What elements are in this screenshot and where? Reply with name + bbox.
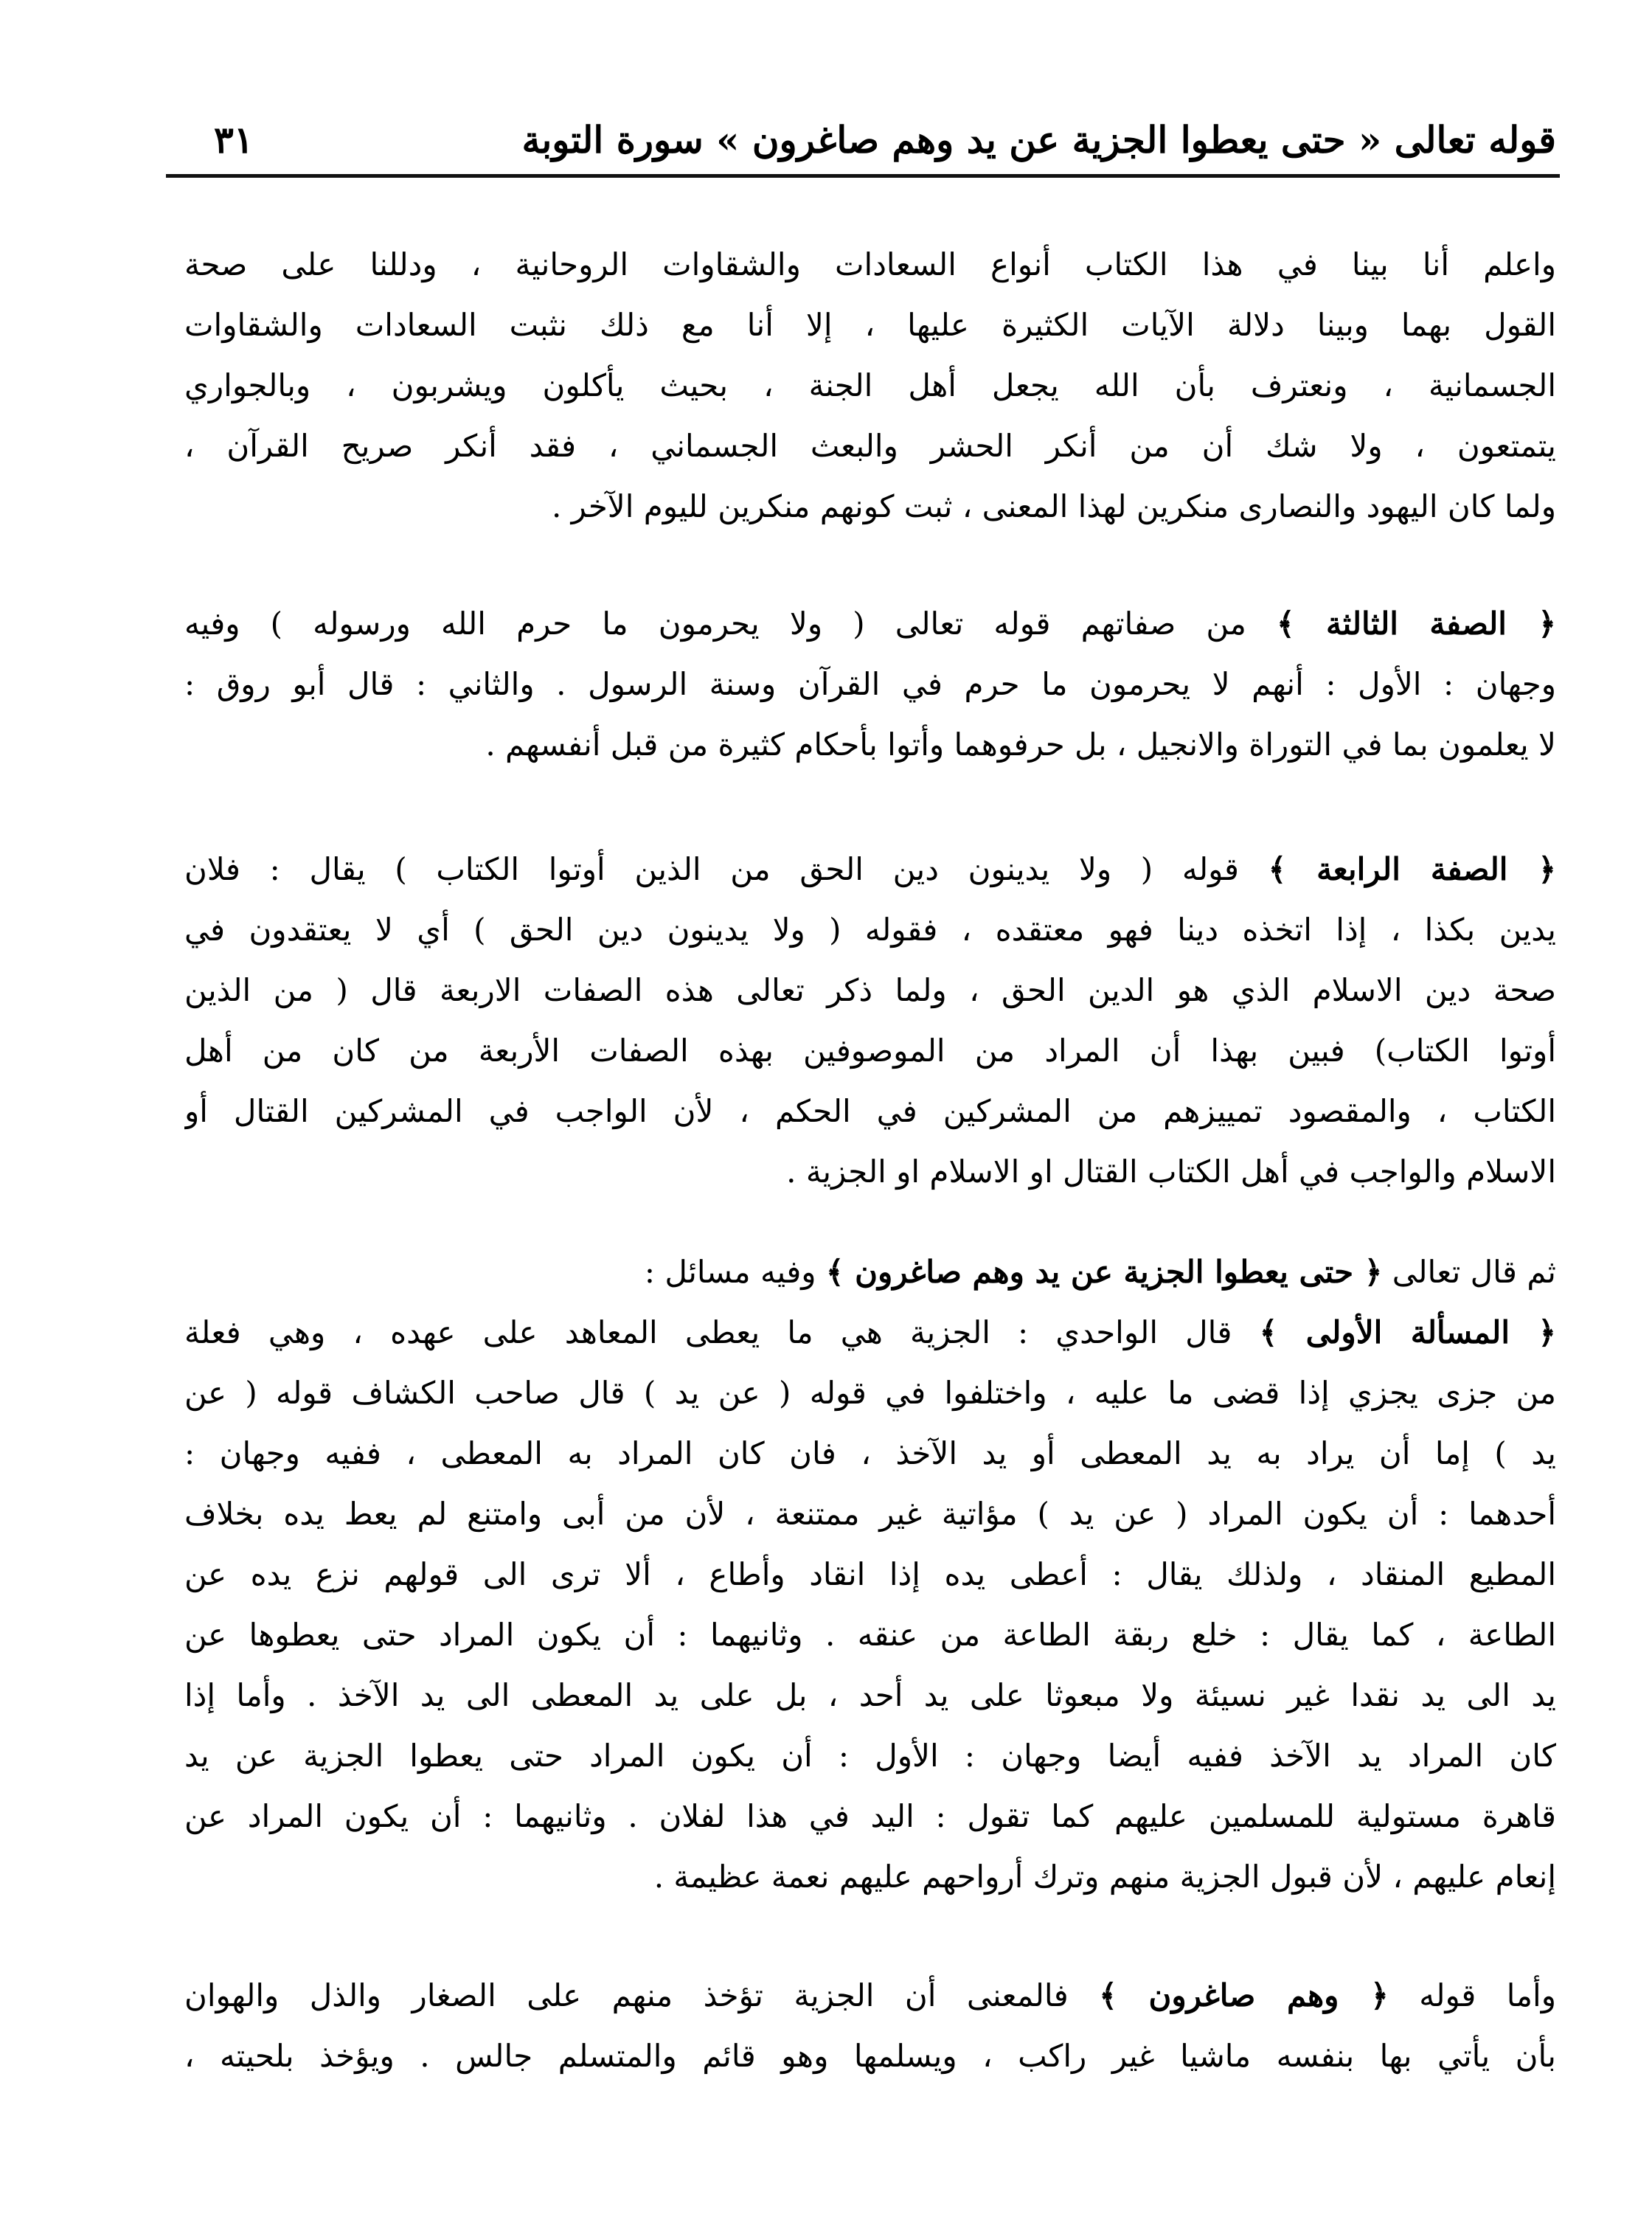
text-line: لا يعلمون بما في التوراة والانجيل ، بل حرفوهما وأتوا بأحكام كثيرة من قبل أنفسهم . — [485, 726, 1556, 763]
text-line: ولما كان اليهود والنصارى منكرين لهذا المعنى ، ثبت كونهم منكرين لليوم الآخر . — [551, 488, 1556, 524]
text-line — [184, 594, 1556, 654]
text-line — [184, 1966, 1556, 2026]
text-line: بأن يأتي بها بنفسه ماشيا غير راكب ، ويسلمها وهو قائم والمتسلم جالس . ويؤخذ بلحيته ، — [184, 2038, 1556, 2074]
text-span: من صفاتهم قوله تعالى ( ولا يحرمون ما حرم الله ورسوله ) وفيه — [184, 606, 1277, 642]
text-line: يد ) إما أن يراد به يد المعطى أو يد الآخذ ، فان كان المراد به المعطى ، ففيه وجهان : — [184, 1435, 1556, 1471]
page-number: ٣١ — [214, 118, 254, 162]
paragraph-first-question — [184, 1242, 1556, 1907]
text-line: قاهرة مستولية للمسلمين عليهم كما تقول : اليد في هذا لفلان . وثانيهما : أن يكون المراد عن — [184, 1798, 1556, 1834]
text-line: الاسلام والواجب في أهل الكتاب القتال او الاسلام او الجزية . — [786, 1153, 1556, 1190]
text-line: أحدهما : أن يكون المراد ( عن يد ) مؤاتية غير ممتنعة ، لأن من أبى وامتنع لم يعط يده بخلاف — [184, 1496, 1556, 1532]
text-line: يتمتعون ، ولا شك أن من أنكر الحشر والبعث الجسماني ، فقد أنكر صريح القرآن ، — [184, 428, 1556, 464]
text-span: وفيه مسائل : — [644, 1254, 826, 1290]
running-header — [184, 111, 1556, 170]
text-line: كان المراد يد الآخذ ففيه أيضا وجهان : الأول : أن يكون المراد حتى يعطوا الجزية عن يد — [184, 1738, 1556, 1774]
paragraph-fourth-attribute — [184, 839, 1556, 1202]
section-heading-first-question: ﴿ المسألة الأولى ﴾ — [1259, 1314, 1556, 1350]
paragraph-humiliation — [184, 1966, 1556, 2086]
text-line: يدين بكذا ، إذا اتخذه دينا فهو معتقده ، فقوله ( ولا يدينون دين الحق ) أي لا يعتقدون في — [184, 912, 1556, 948]
paragraph-1 — [184, 235, 1556, 537]
text-line: أوتوا الكتاب) فبين بهذا أن المراد من الموصوفين بهذه الصفات الأربعة من كان من أهل — [184, 1033, 1556, 1069]
text-line: المطيع المنقاد ، ولذلك يقال : أعطى يده إذا انقاد وأطاع ، ألا ترى الى قولهم نزع يده عن — [184, 1556, 1556, 1592]
text-span: فالمعنى أن الجزية تؤخذ منهم على الصغار والذل والهوان — [184, 1977, 1100, 2013]
paragraph-third-attribute — [184, 594, 1556, 775]
header-divider — [166, 174, 1560, 178]
text-line: الطاعة ، كما يقال : خلع ربقة الطاعة من عنقه . وثانيهما : أن يكون المراد حتى يعطوها عن — [184, 1617, 1556, 1653]
text-line: من جزى يجزي إذا قضى ما عليه ، واختلفوا في قوله ( عن يد ) قال صاحب الكشاف قوله ( عن — [184, 1375, 1556, 1411]
text-line: يد الى يد نقدا غير نسيئة ولا مبعوثا على يد أحد ، بل على يد المعطى الى يد الآخذ . وأما إذا — [184, 1677, 1556, 1713]
section-heading-fourth-attribute: ﴿ الصفة الرابعة ﴾ — [1268, 851, 1556, 887]
running-header-title: قوله تعالى « حتى يعطوا الجزية عن يد وهم صاغرون » سورة التوبة — [521, 118, 1556, 162]
text-line: وجهان : الأول : أنهم لا يحرمون ما حرم في القرآن وسنة الرسول . والثاني : قال أبو روق : — [184, 666, 1556, 702]
text-line: إنعام عليهم ، لأن قبول الجزية منهم وترك أرواحهم عليهم نعمة عظيمة . — [653, 1859, 1556, 1895]
text-line: واعلم أنا بينا في هذا الكتاب أنواع السعادات والشقاوات الروحانية ، ودللنا على صحة — [184, 246, 1556, 282]
text-line: الكتاب ، والمقصود تمييزهم من المشركين في الحكم ، لأن الواجب في المشركين القتال أو — [184, 1093, 1556, 1129]
text-span: قال الواحدي : الجزية هي ما يعطى المعاهد على عهده ، وهي فعلة — [184, 1314, 1260, 1350]
section-heading-third-attribute: ﴿ الصفة الثالثة ﴾ — [1277, 606, 1556, 642]
text-line — [184, 1242, 1556, 1302]
text-line — [184, 1302, 1556, 1363]
text-line: الجسمانية ، ونعترف بأن الله يجعل أهل الجنة ، بحيث يأكلون ويشربون ، وبالجواري — [184, 367, 1556, 403]
text-span: ثم قال تعالى — [1382, 1254, 1556, 1290]
text-line: صحة دين الاسلام الذي هو الدين الحق ، ولما ذكر تعالى هذه الصفات الاربعة قال ( من الذين — [184, 972, 1556, 1008]
verse-quote: ﴿ وهم صاغرون ﴾ — [1099, 1977, 1389, 2013]
text-span: وأما قوله — [1388, 1977, 1556, 2013]
text-line: القول بهما وبينا دلالة الآيات الكثيرة عليها ، إلا أنا مع ذلك نثبت السعادات والشقاوات — [184, 307, 1556, 343]
text-span: قوله ( ولا يدينون دين الحق من الذين أوتوا الكتاب ) يقال : فلان — [184, 851, 1268, 887]
text-line — [184, 839, 1556, 900]
verse-quote: ﴿ حتى يعطوا الجزية عن يد وهم صاغرون ﴾ — [825, 1254, 1383, 1290]
